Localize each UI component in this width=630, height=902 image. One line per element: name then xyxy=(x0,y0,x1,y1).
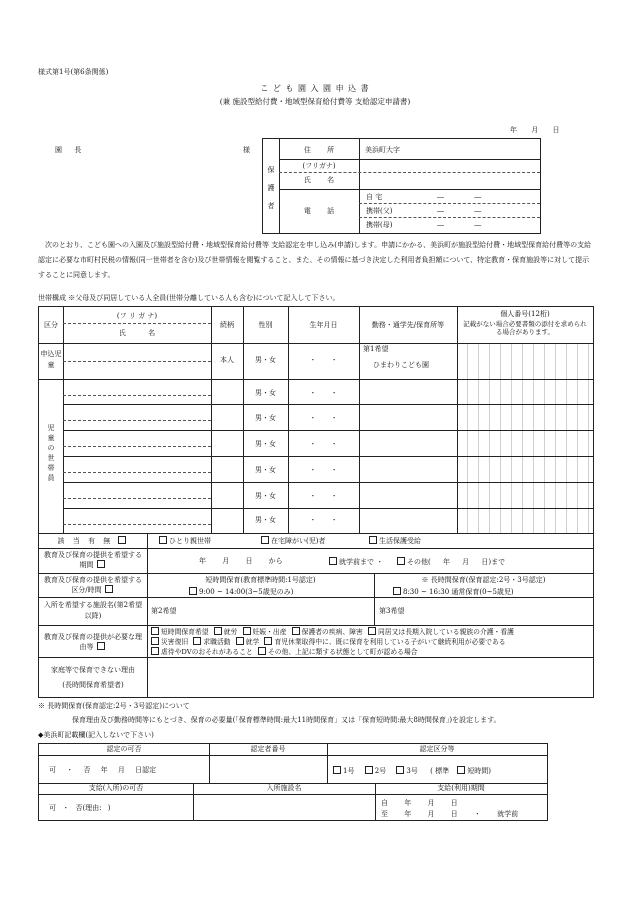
short-care-time[interactable]: 9:00 ~ 14:00(3~5歳児のみ) xyxy=(189,587,293,597)
phone-label: 電 話 xyxy=(303,207,335,215)
footnote-title: ※ 長時間保育(保育認定:2号・3号認定)について xyxy=(38,702,190,710)
option-welfare[interactable]: 生活保護受給 xyxy=(369,536,421,546)
period-from[interactable]: 年 月 日 から xyxy=(199,557,283,565)
reason-line-2[interactable]: 災害復旧 求職活動 就学 育児休業取得中に、既に保育を利用している子がいて継続利用が必要である xyxy=(151,637,506,646)
applicable-checkbox[interactable] xyxy=(118,536,126,544)
member-gender[interactable]: 男・女 xyxy=(255,516,276,524)
category-label: 教育及び保育の提供を希望する区分/時間 xyxy=(44,576,142,594)
period-label: 教育及び保育の提供を希望する期間 xyxy=(44,551,142,569)
checkbox[interactable] xyxy=(369,536,377,544)
facility-label: 入所を希望する施設名(第2希望以降) xyxy=(43,601,143,620)
header-gender: 性別 xyxy=(258,321,273,329)
page-title: こ ど も 園 入 園 申 込 書 xyxy=(260,84,370,93)
page-subtitle: (兼 施設型給付費・地域型保育給付費等 支給認定申請書) xyxy=(219,97,411,106)
applicant-relation: 本人 xyxy=(220,356,234,364)
household-table xyxy=(38,306,594,698)
phone-father-value[interactable]: ― ― xyxy=(437,207,482,215)
header-birth: 生年月日 xyxy=(309,321,338,329)
office-payment-value: 可 ・ 否(理由: ) xyxy=(49,804,111,812)
short-care-title: 短時間保育(教育標準時間:1号認定) xyxy=(205,576,316,584)
office-header-facility: 入所施設名 xyxy=(266,784,302,792)
reason-label: 教育及び保育の提供が必要な理由等 xyxy=(44,633,142,651)
option-single-parent[interactable]: ひとり親世帯 xyxy=(159,536,211,546)
member-birth[interactable]: ・ ・ xyxy=(309,516,338,524)
form-number: 様式第1号(第6条関係) xyxy=(38,68,109,76)
period-option-other[interactable]: その他( 年 月 日)まで xyxy=(397,557,505,567)
applicant-label: 申込児童 xyxy=(40,350,62,369)
header-kubun: 区分 xyxy=(44,321,58,329)
member-gender[interactable]: 男・女 xyxy=(255,440,276,448)
home-care-sublabel: (長時間保育希望者) xyxy=(62,681,124,689)
guardian-label: 保 護 者 xyxy=(263,139,280,233)
date-line[interactable]: 年 月 日 xyxy=(510,126,560,134)
option-disability[interactable]: 在宅障がい(児)者 xyxy=(261,536,325,546)
period-option-school[interactable]: 就学前まで ・ xyxy=(329,557,383,567)
header-work: 勤務・通学先/保育所等 xyxy=(371,321,445,329)
office-header-category: 認定区分等 xyxy=(419,745,455,753)
header-mynumber: 個人番号(12桁) xyxy=(500,310,550,318)
member-birth[interactable]: ・ ・ xyxy=(309,466,338,474)
address-label: 住 所 xyxy=(303,146,335,154)
phone-father-label: 携帯(父) xyxy=(366,207,393,215)
checkbox[interactable] xyxy=(159,536,167,544)
member-birth[interactable]: ・ ・ xyxy=(309,414,338,422)
reason-line-1[interactable]: 短時間保育希望 就労 妊娠・出産 保護者の疾病、障害 同居又は長期入院している親族の介護・看護 xyxy=(151,627,514,636)
office-header-period: 支給(利用)期間 xyxy=(437,784,485,792)
member-gender[interactable]: 男・女 xyxy=(255,389,276,397)
office-header-payment: 支給(入所)の可否 xyxy=(88,784,144,792)
furigana-label: (フリガナ) xyxy=(302,162,336,170)
phone-home-label: 自 宅 xyxy=(366,193,383,201)
member-gender[interactable]: 男・女 xyxy=(255,466,276,474)
office-period-to: 至 年 月 日 ・ 就学前 xyxy=(381,810,519,818)
office-category-options: 1号 2号 3号 ( 標準 短時間) xyxy=(333,766,491,776)
household-caption: 世帯構成 ※父母及び同居している人全員(世帯分離している人も含む)について記入して下さい。 xyxy=(38,294,340,302)
header-name: 氏 名 xyxy=(118,329,156,337)
first-choice-value[interactable]: ひまわりこども園 xyxy=(373,361,429,369)
honorific: 様 xyxy=(243,146,250,154)
reason-line-3[interactable]: 虐待やDVのおそれがあること その他、上記に類する状態として町が認める場合 xyxy=(151,647,418,656)
third-choice[interactable]: 第3希望 xyxy=(379,607,405,615)
addressee: 園 長 xyxy=(55,146,82,154)
members-label: 児童の世帯員 xyxy=(47,424,55,482)
office-period-from: 自 年 月 日 xyxy=(381,799,458,807)
phone-mother-value[interactable]: ― ― xyxy=(437,221,482,229)
office-header-number: 認定者番号 xyxy=(250,745,286,753)
consent-text: 次のとおり、こども園への入園及び施設型給付費・地域型保育給付費等 支給認定を申し込み(申請)します。申請にかかる、美浜町が施設型給付費・地域型保育給付費等の支給認定に必要な市町村民税の情報(同一世帯者を含む)及び世帯情報を閲覧すること、また、その情報に基づき決定した利用者負担額について、特定教育・保育施設等に対して提示することに同意します。 xyxy=(38,241,592,279)
office-approval-value: 可 ・ 否 年 月 日認定 xyxy=(49,766,157,774)
guardian-box xyxy=(262,138,541,234)
office-header-approval: 認定の可否 xyxy=(106,745,142,753)
member-birth[interactable]: ・ ・ xyxy=(309,389,338,397)
name-label: 氏 名 xyxy=(303,176,335,184)
footnote-body: 保育理由及び勤務時間等にもとづき、保育の必要量(「保育標準時間:最大11時間保育」又は「保育短時間:最大8時間保育」)を設定します。 xyxy=(72,716,501,724)
applicant-gender[interactable]: 男・女 xyxy=(255,356,276,364)
first-choice-label: 第1希望 xyxy=(363,345,389,353)
phone-mother-label: 携帯(母) xyxy=(366,221,393,229)
applicable-label: 該 当 有 無 xyxy=(39,536,147,546)
address-value[interactable]: 美浜町大字 xyxy=(365,146,400,154)
member-birth[interactable]: ・ ・ xyxy=(309,492,338,500)
office-use-table xyxy=(38,743,548,821)
long-care-time[interactable]: 8:30 ~ 16:30 通常保育(0~5歳児) xyxy=(393,587,514,597)
header-relation: 続柄 xyxy=(220,321,234,329)
office-caption: ◆美浜町記載欄(記入しないで下さい) xyxy=(38,731,154,739)
long-care-title: ※ 長時間保育(保育認定:2号・3号認定) xyxy=(421,576,546,584)
checkbox[interactable] xyxy=(261,536,269,544)
phone-home-value[interactable]: ― ― xyxy=(437,193,482,201)
member-gender[interactable]: 男・女 xyxy=(255,414,276,422)
second-choice[interactable]: 第2希望 xyxy=(151,607,177,615)
member-birth[interactable]: ・ ・ xyxy=(309,440,338,448)
header-mynumber-note: 記載がない場合必要書類の添付を求められる場合があります。 xyxy=(463,320,587,337)
home-care-label: 家庭等で保育できない理由 xyxy=(51,666,135,674)
applicant-birth[interactable]: ・ ・ xyxy=(309,356,338,364)
member-gender[interactable]: 男・女 xyxy=(255,492,276,500)
header-furigana: (フ リ ガ ナ) xyxy=(116,312,158,320)
